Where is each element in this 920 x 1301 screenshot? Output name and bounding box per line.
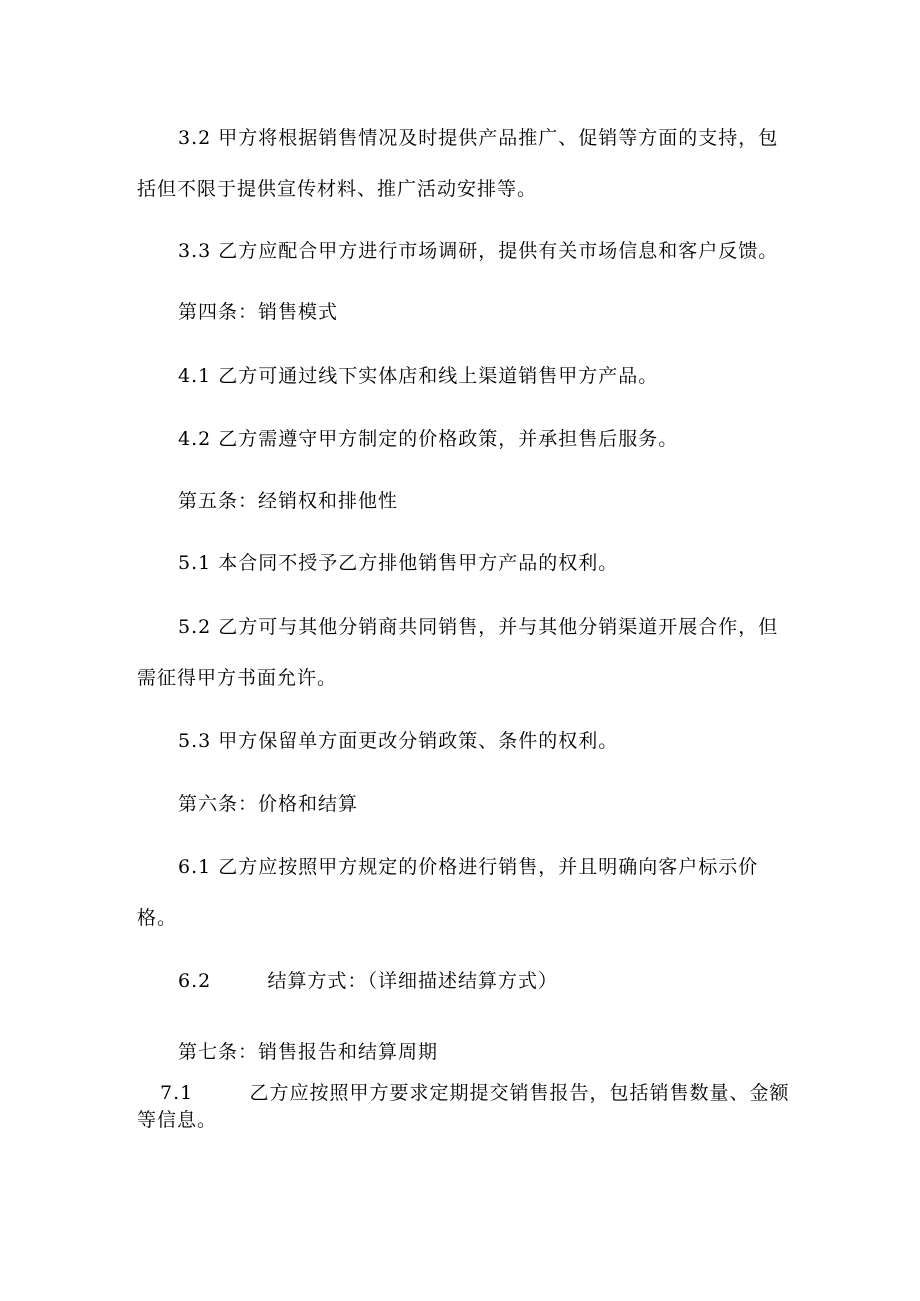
- paragraph-5-3: 5.3 甲方保留单方面更改分销政策、条件的权利。: [178, 730, 619, 752]
- paragraph-6-1-line-2: 格。: [137, 907, 178, 929]
- paragraph-3-3: 3.3 乙方应配合甲方进行市场调研，提供有关市场信息和客户反馈。: [178, 240, 779, 262]
- paragraph-7-1-line-1: 7.1 乙方应按照甲方要求定期提交销售报告，包括销售数量、金额: [160, 1082, 790, 1104]
- section-heading-6: 第六条：价格和结算: [178, 793, 359, 815]
- paragraph-5-2-line-1: 5.2 乙方可与其他分销商共同销售，并与其他分销渠道开展合作，但: [178, 616, 779, 638]
- section-heading-5: 第五条：经销权和排他性: [178, 490, 399, 512]
- paragraph-6-1-line-1: 6.1 乙方应按照甲方规定的价格进行销售，并且明确向客户标示价: [178, 856, 759, 878]
- paragraph-4-1: 4.1 乙方可通过线下实体店和线上渠道销售甲方产品。: [178, 365, 659, 387]
- paragraph-5-2-line-2: 需征得甲方书面允许。: [137, 667, 338, 689]
- paragraph-3-2-line-1: 3.2 甲方将根据销售情况及时提供产品推广、促销等方面的支持，包: [178, 127, 779, 149]
- paragraph-7-1-line-2: 等信息。: [137, 1109, 218, 1131]
- section-heading-7: 第七条：销售报告和结算周期: [178, 1041, 439, 1063]
- paragraph-5-1: 5.1 本合同不授予乙方排他销售甲方产品的权利。: [178, 552, 619, 574]
- paragraph-6-2: 6.2 结算方式：（详细描述结算方式）: [178, 970, 559, 992]
- paragraph-3-2-line-2: 括但不限于提供宣传材料、推广活动安排等。: [137, 178, 538, 200]
- paragraph-4-2: 4.2 乙方需遵守甲方制定的价格政策，并承担售后服务。: [178, 428, 679, 450]
- section-heading-4: 第四条：销售模式: [178, 301, 339, 323]
